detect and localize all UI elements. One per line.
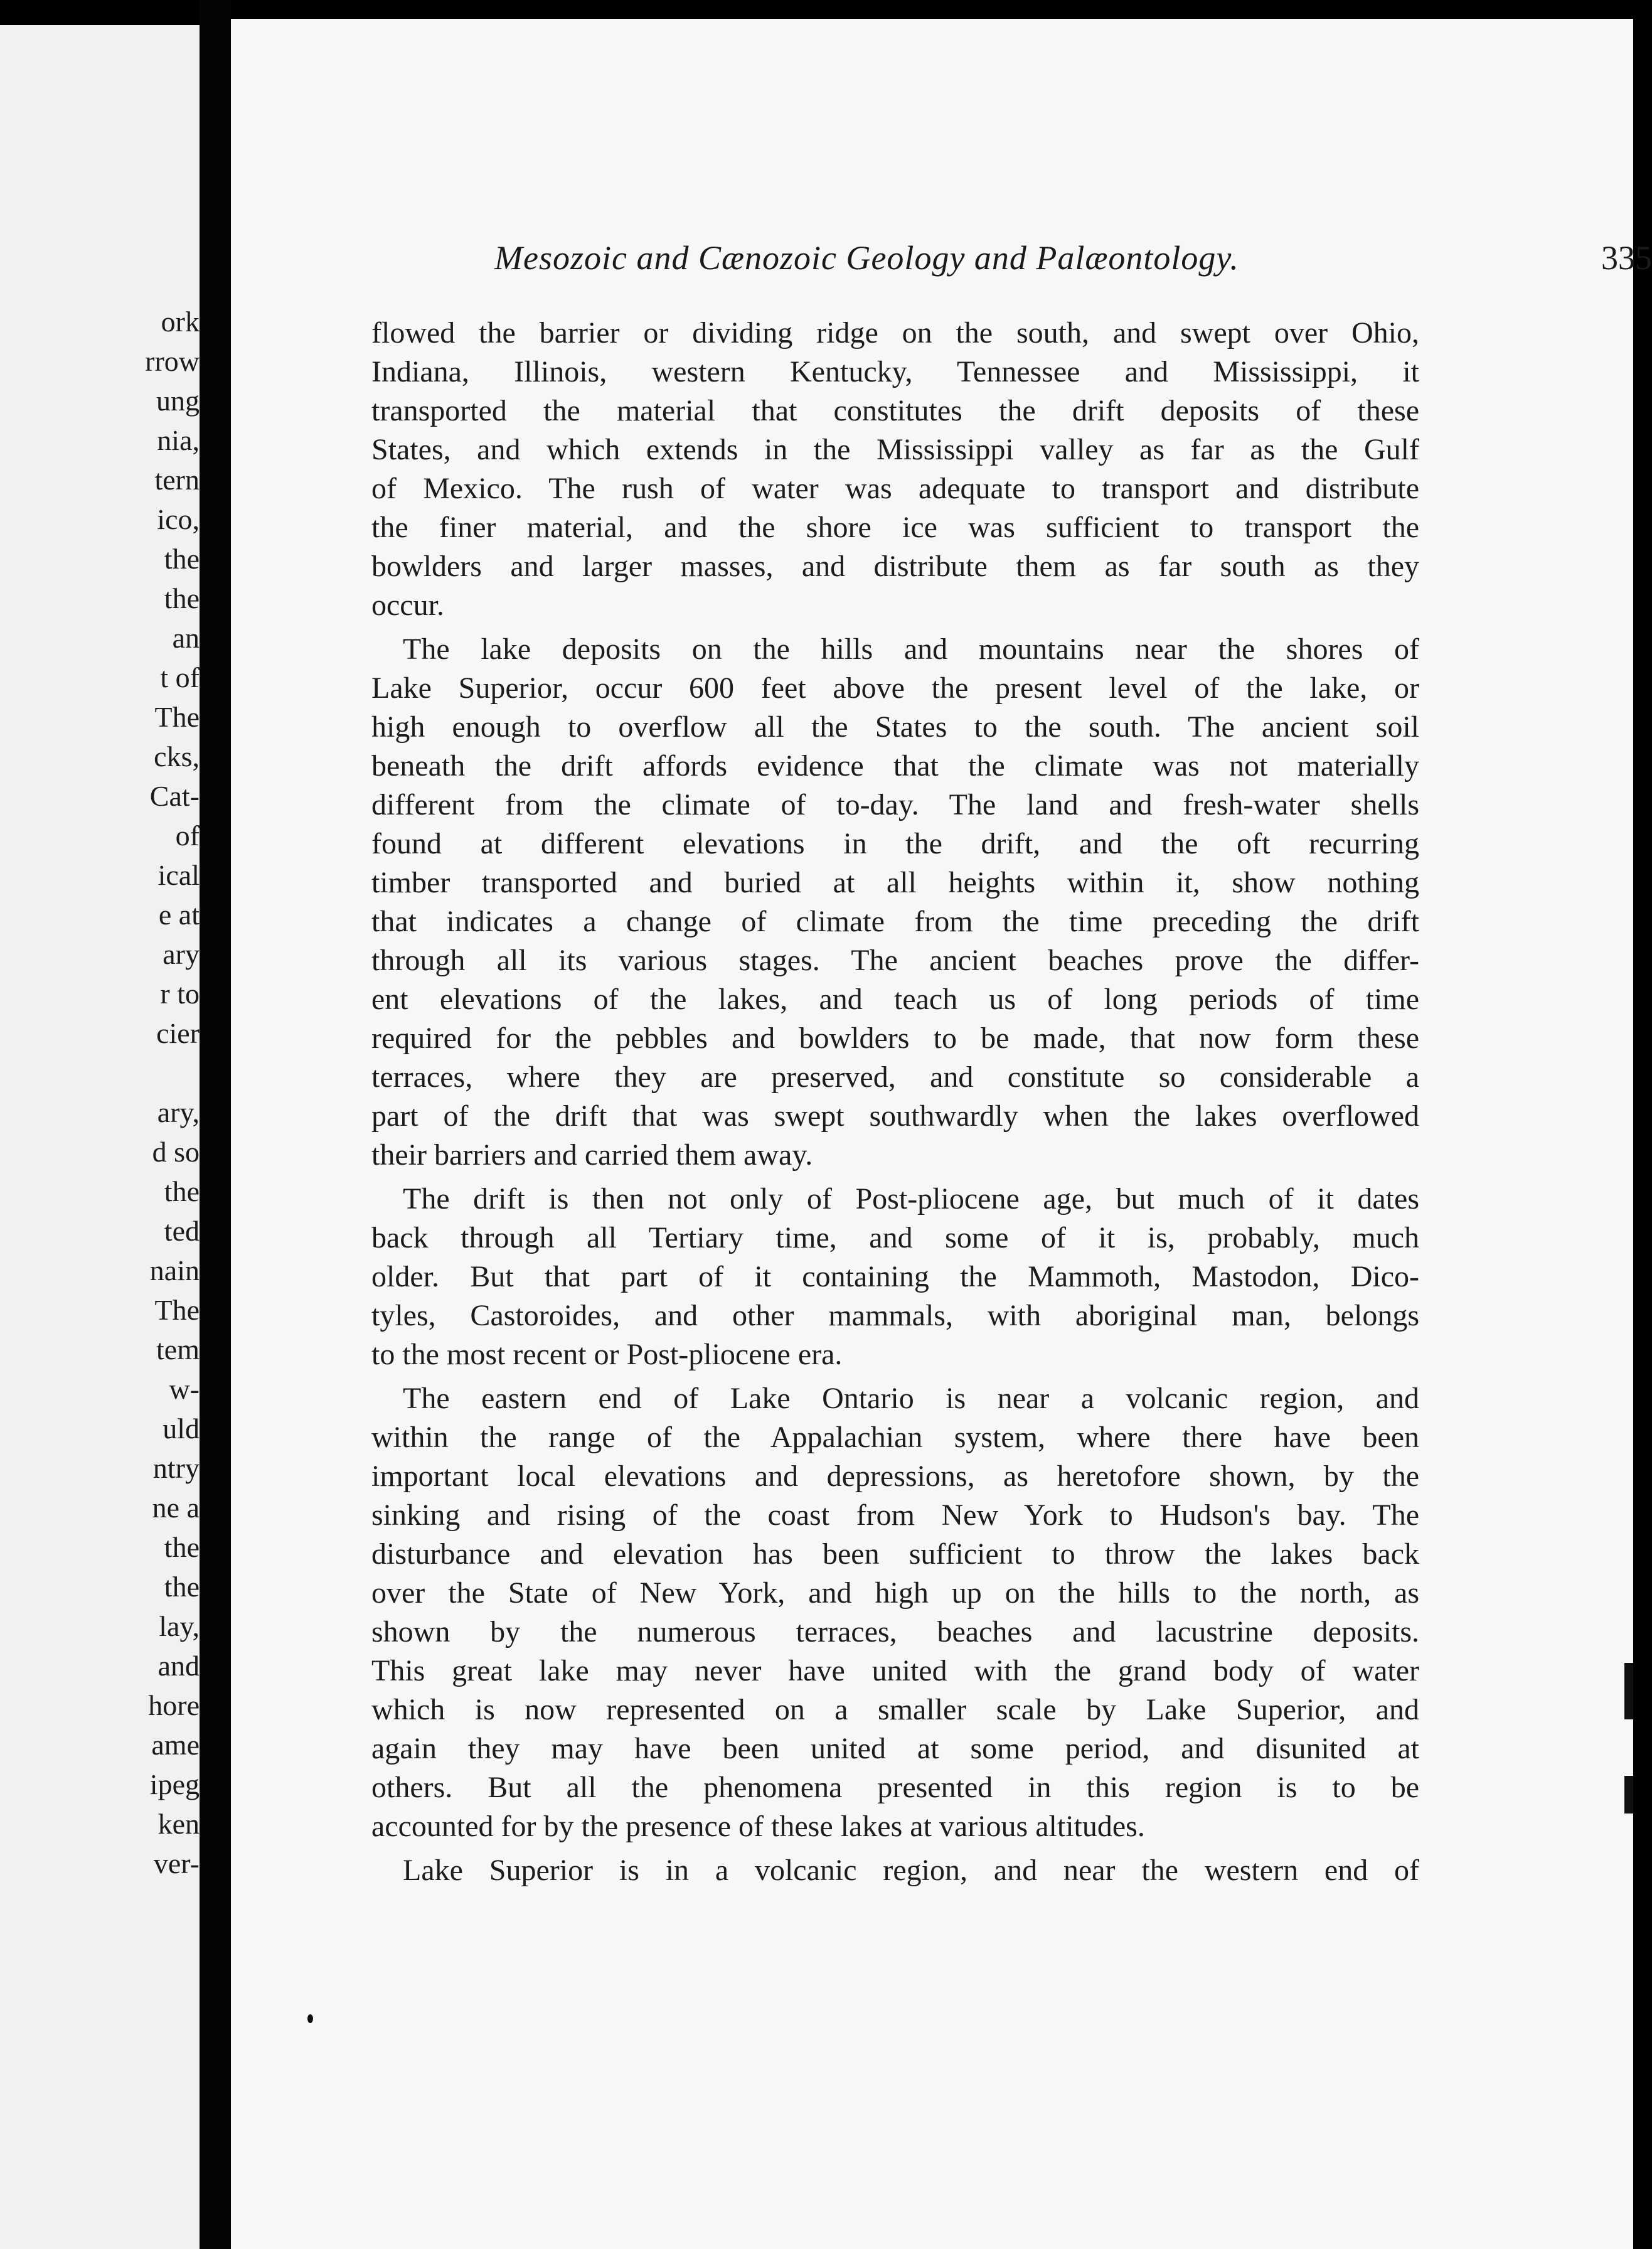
text-line: their barriers and carried them away. bbox=[371, 1138, 813, 1172]
paragraph bbox=[371, 314, 1419, 625]
paragraph bbox=[371, 1180, 1419, 1374]
text-line: found at different elevations in the drift, and the oft recurring bbox=[371, 827, 1419, 860]
left-fragment: ted bbox=[164, 1215, 200, 1247]
text-line: Lake Superior, occur 600 feet above the present level of the lake, or bbox=[371, 671, 1419, 705]
text-line: sinking and rising of the coast from New York to Hudson's bay. The bbox=[371, 1498, 1419, 1532]
text-line: older. But that part of it containing the Mammoth, Mastodon, Dico- bbox=[371, 1260, 1419, 1293]
left-fragment: w- bbox=[169, 1373, 200, 1405]
left-fragment: ork bbox=[161, 306, 200, 338]
text-line: others. But all the phenomena presented in this region is to be bbox=[371, 1771, 1419, 1804]
text-line: ent elevations of the lakes, and teach us of long periods of time bbox=[371, 983, 1419, 1016]
page-edge-mark bbox=[1624, 1776, 1633, 1814]
paragraph bbox=[371, 1379, 1419, 1846]
left-fragment: tem bbox=[156, 1333, 200, 1365]
left-fragment: r to bbox=[160, 978, 200, 1010]
text-line: The eastern end of Lake Ontario is near a volcanic region, and bbox=[403, 1382, 1419, 1415]
text-line: transported the material that constitutes the drift deposits of these bbox=[371, 394, 1419, 427]
left-fragment: ame bbox=[151, 1729, 200, 1761]
left-fragment: t of bbox=[160, 661, 200, 693]
left-fragment: cier bbox=[156, 1017, 200, 1049]
left-fragment: hore bbox=[148, 1689, 200, 1721]
left-fragment: rrow bbox=[145, 345, 200, 377]
left-fragment: an bbox=[172, 622, 200, 654]
left-fragment: the bbox=[164, 1175, 200, 1207]
left-fragment: ken bbox=[157, 1808, 200, 1840]
left-fragment: nia, bbox=[157, 424, 200, 456]
paragraph bbox=[371, 1851, 1419, 1890]
text-line: tyles, Castoroides, and other mammals, with aboriginal man, belongs bbox=[371, 1299, 1419, 1332]
text-line: part of the drift that was swept southwardly when the lakes overflowed bbox=[371, 1099, 1419, 1133]
left-fragment: ntry bbox=[152, 1452, 200, 1484]
text-line: bowlders and larger masses, and distribute them as far south as they bbox=[371, 550, 1419, 583]
left-fragment: e at bbox=[158, 899, 200, 931]
left-fragment: the bbox=[164, 1571, 200, 1603]
text-line: Lake Superior is in a volcanic region, and near the western end of bbox=[403, 1854, 1419, 1887]
page-number: 335 bbox=[1601, 239, 1652, 277]
text-line: of Mexico. The rush of water was adequate to transport and distribute bbox=[371, 472, 1419, 505]
left-fragment: ipeg bbox=[149, 1768, 200, 1800]
left-fragment: lay, bbox=[159, 1610, 200, 1642]
text-line: through all its various stages. The ancient beaches prove the differ- bbox=[371, 944, 1419, 977]
left-fragment: and bbox=[157, 1650, 200, 1682]
text-line: important local elevations and depressions, as heretofore shown, by the bbox=[371, 1460, 1419, 1493]
text-line: which is now represented on a smaller scale by Lake Superior, and bbox=[371, 1693, 1419, 1726]
left-fragment: ne a bbox=[152, 1492, 200, 1524]
text-line: This great lake may never have united with the grand body of water bbox=[371, 1654, 1419, 1687]
page-edge-mark bbox=[1624, 1663, 1633, 1719]
text-line: States, and which extends in the Mississippi valley as far as the Gulf bbox=[371, 433, 1419, 466]
text-line: disturbance and elevation has been sufficient to throw the lakes back bbox=[371, 1537, 1419, 1571]
right-page bbox=[231, 19, 1652, 2249]
left-fragment: uld bbox=[163, 1413, 200, 1445]
page-header bbox=[494, 238, 1652, 282]
left-fragment: ver- bbox=[153, 1847, 200, 1879]
text-line: occur. bbox=[371, 589, 444, 622]
left-fragment: the bbox=[164, 582, 200, 614]
left-fragment: ical bbox=[157, 859, 200, 891]
left-fragment: The bbox=[154, 1294, 200, 1326]
book-gutter bbox=[200, 0, 231, 2249]
left-fragment: nain bbox=[149, 1254, 200, 1286]
text-line: high enough to overflow all the States to the south. The ancient soil bbox=[371, 710, 1419, 744]
text-line: terraces, where they are preserved, and constitute so considerable a bbox=[371, 1060, 1419, 1094]
text-line: accounted for by the presence of these lakes at various altitudes. bbox=[371, 1810, 1145, 1843]
left-fragment: ary, bbox=[157, 1096, 200, 1128]
left-fragment: d so bbox=[152, 1136, 200, 1168]
left-fragment: of bbox=[175, 820, 200, 852]
text-line: back through all Tertiary time, and some of it is, probably, much bbox=[371, 1221, 1419, 1254]
text-line: that indicates a change of climate from the time preceding the drift bbox=[371, 905, 1419, 938]
left-fragment: The bbox=[154, 701, 200, 733]
text-line: timber transported and buried at all heights within it, show nothing bbox=[371, 866, 1419, 899]
text-line: Indiana, Illinois, western Kentucky, Tennessee and Mississippi, it bbox=[371, 355, 1419, 388]
left-fragment: tern bbox=[154, 464, 200, 496]
left-page-edge bbox=[0, 25, 200, 2249]
text-line: over the State of New York, and high up on the hills to the north, as bbox=[371, 1576, 1419, 1610]
text-line: shown by the numerous terraces, beaches and lacustrine deposits. bbox=[371, 1615, 1419, 1648]
text-line: flowed the barrier or dividing ridge on the south, and swept over Ohio, bbox=[371, 316, 1419, 350]
left-fragment: Cat- bbox=[149, 780, 200, 812]
text-line: the finer material, and the shore ice was sufficient to transport the bbox=[371, 511, 1419, 544]
ink-speck bbox=[307, 2014, 313, 2023]
body-text bbox=[371, 314, 1419, 1890]
text-line: within the range of the Appalachian system, where there have been bbox=[371, 1421, 1419, 1454]
left-fragment: ico, bbox=[157, 503, 200, 535]
left-fragment: the bbox=[164, 543, 200, 575]
left-fragment: ung bbox=[156, 385, 200, 417]
text-line: The lake deposits on the hills and mountains near the shores of bbox=[403, 633, 1419, 666]
left-fragment: ary bbox=[163, 938, 200, 970]
paragraph bbox=[371, 630, 1419, 1175]
text-line: The drift is then not only of Post-pliocene age, but much of it dates bbox=[403, 1182, 1419, 1215]
text-line: required for the pebbles and bowlders to be made, that now form these bbox=[371, 1022, 1419, 1055]
text-line: different from the climate of to-day. The land and fresh-water shells bbox=[371, 788, 1419, 821]
text-line: to the most recent or Post-pliocene era. bbox=[371, 1338, 843, 1371]
text-line: beneath the drift affords evidence that the climate was not materially bbox=[371, 749, 1419, 783]
running-title: Mesozoic and Cænozoic Geology and Palæontology. bbox=[494, 239, 1239, 277]
left-fragment: the bbox=[164, 1531, 200, 1563]
left-fragment: cks, bbox=[154, 740, 200, 772]
text-line: again they may have been united at some period, and disunited at bbox=[371, 1732, 1419, 1765]
